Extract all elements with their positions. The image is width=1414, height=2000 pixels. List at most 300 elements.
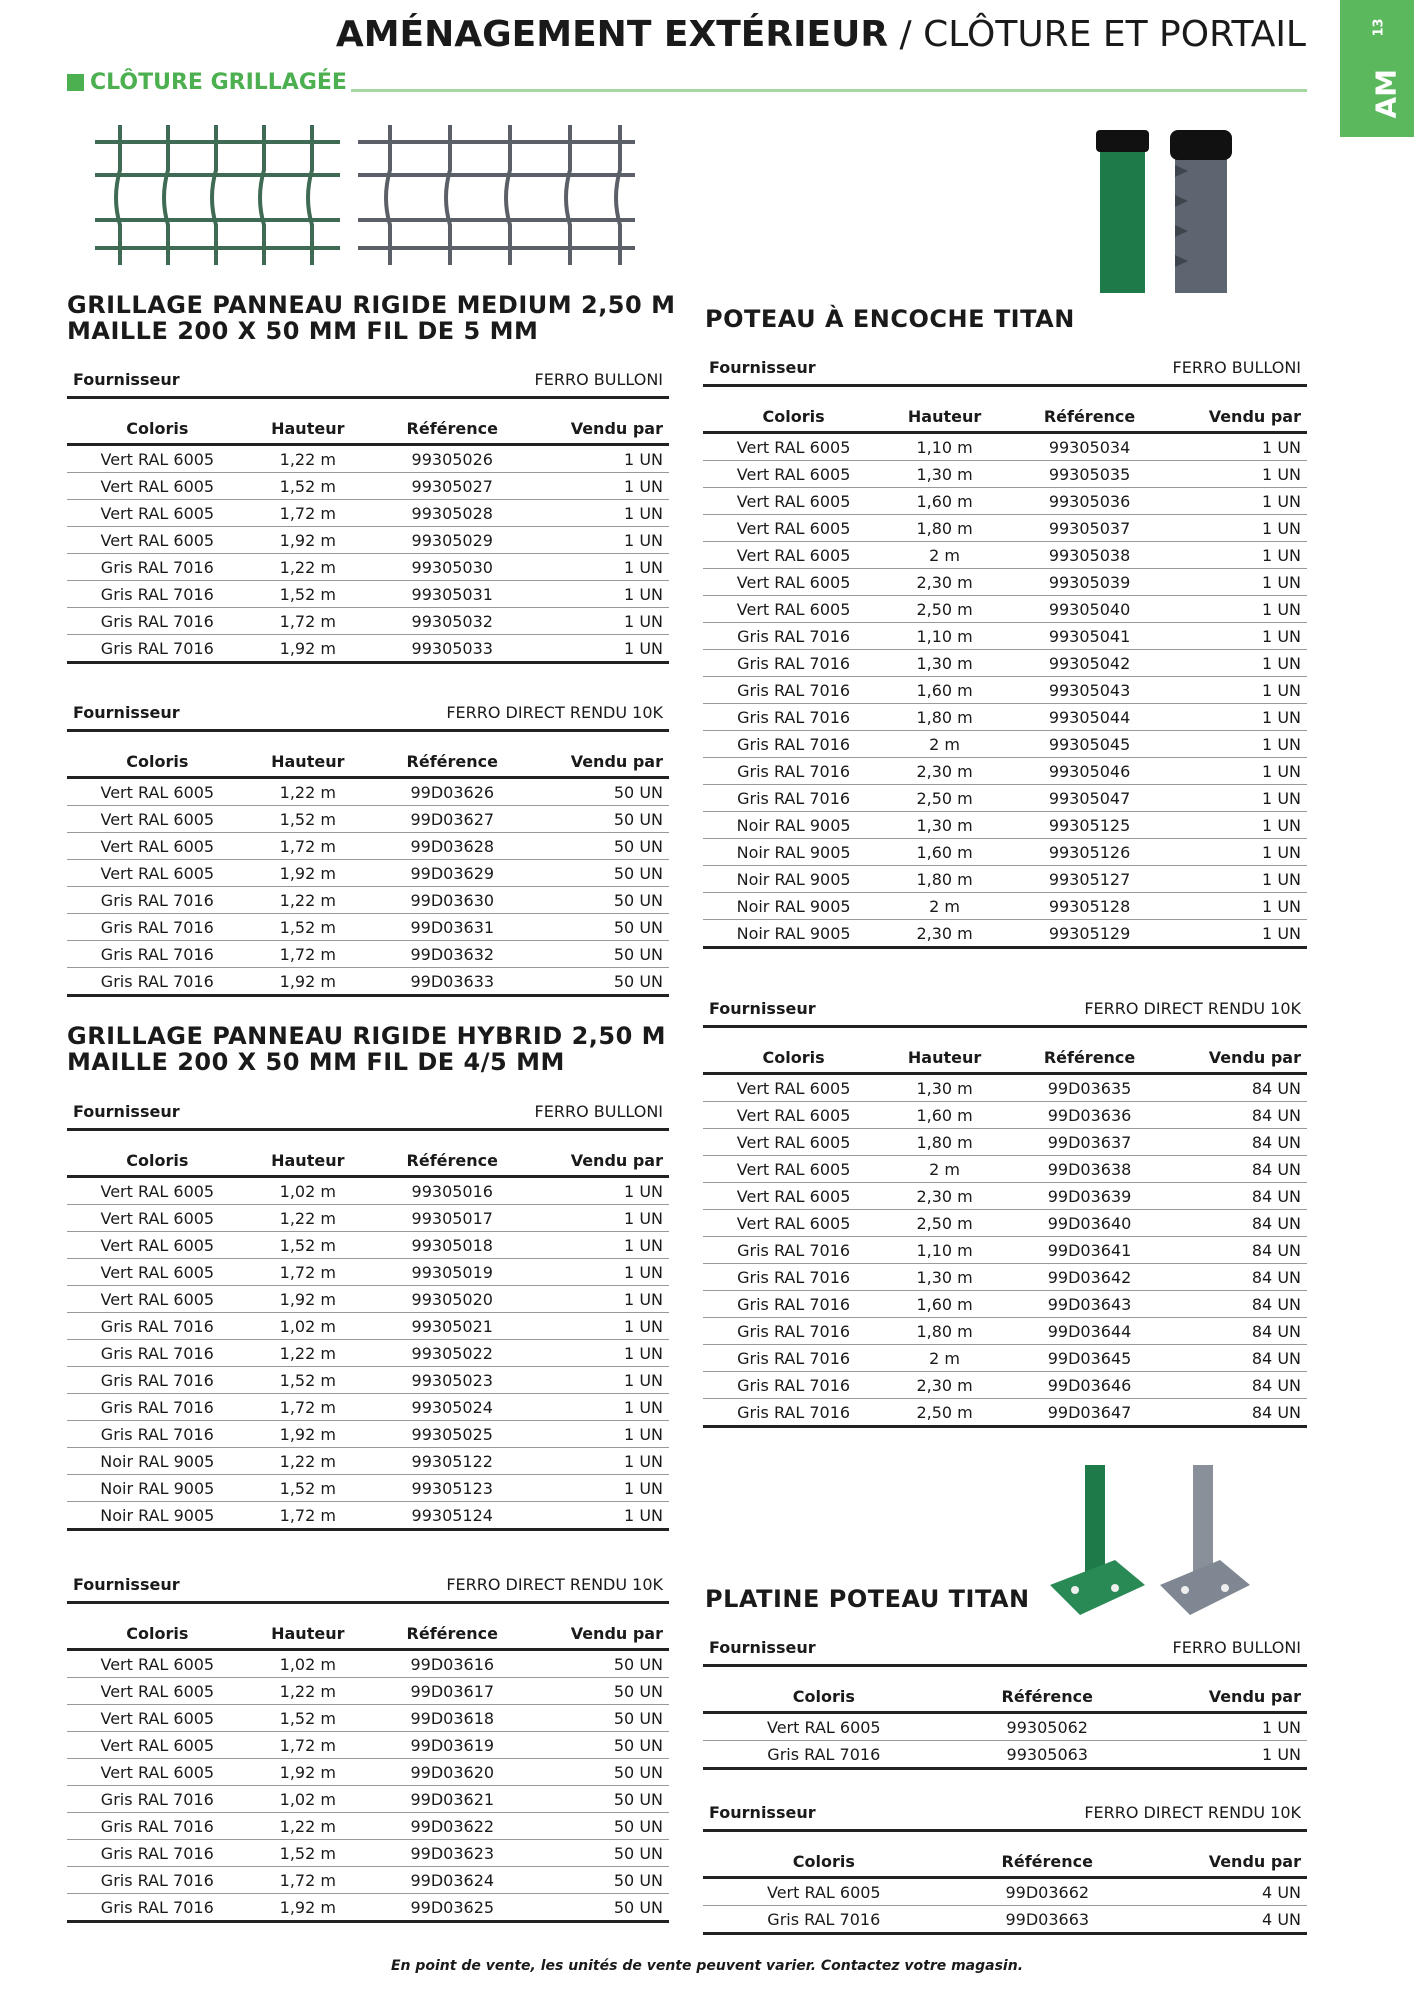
table-row: [67, 833, 669, 860]
table-cell-ref: 99305018: [368, 1232, 537, 1259]
table-cell-color: Vert RAL 6005: [67, 806, 248, 833]
table-row: [703, 596, 1307, 623]
table-row: [703, 1291, 1307, 1318]
table-row: [67, 608, 669, 635]
table-row: [703, 1878, 1307, 1906]
table-row: [703, 866, 1307, 893]
table-cell-ref: 99D03639: [1005, 1183, 1174, 1210]
table-cell-sold: 1 UN: [537, 1232, 669, 1259]
table-cell-ref: 99305063: [945, 1741, 1150, 1769]
product-table: [67, 746, 669, 997]
column-header-ref: Référence: [368, 413, 537, 445]
table-row: [703, 704, 1307, 731]
table-cell-sold: 50 UN: [537, 1867, 669, 1894]
table-cell-ref: 99D03636: [1005, 1102, 1174, 1129]
table-row: [703, 1345, 1307, 1372]
table-cell-ref: 99305062: [945, 1713, 1150, 1741]
column-header-sold: Vendu par: [1150, 1846, 1307, 1878]
table-cell-ref: 99305035: [1005, 461, 1174, 488]
table-row: [67, 1650, 669, 1678]
table-cell-color: Noir RAL 9005: [67, 1502, 248, 1530]
column-header-height: Hauteur: [248, 413, 368, 445]
table-row: [703, 812, 1307, 839]
table-cell-sold: 1 UN: [537, 1340, 669, 1367]
table-row: [67, 581, 669, 608]
table-cell-color: Vert RAL 6005: [703, 1102, 884, 1129]
table-cell-sold: 84 UN: [1174, 1129, 1307, 1156]
table-cell-color: Vert RAL 6005: [703, 1878, 945, 1906]
table-cell-height: 1,52 m: [248, 1840, 368, 1867]
supplier-label: Fournisseur: [73, 1101, 180, 1121]
supplier-label: Fournisseur: [73, 369, 180, 389]
table-cell-sold: 50 UN: [537, 1732, 669, 1759]
table-cell-color: Gris RAL 7016: [67, 1840, 248, 1867]
table-cell-color: Vert RAL 6005: [703, 1129, 884, 1156]
table-cell-ref: 99D03638: [1005, 1156, 1174, 1183]
table-cell-height: 1,72 m: [248, 608, 368, 635]
table-cell-color: Noir RAL 9005: [703, 920, 884, 948]
table-row: [703, 461, 1307, 488]
table-cell-height: 1,52 m: [248, 914, 368, 941]
table-row: [67, 554, 669, 581]
table-cell-sold: 1 UN: [537, 1313, 669, 1340]
table-cell-sold: 1 UN: [1174, 704, 1307, 731]
table-cell-color: Vert RAL 6005: [67, 1286, 248, 1313]
table-cell-sold: 50 UN: [537, 1705, 669, 1732]
table-cell-ref: 99305124: [368, 1502, 537, 1530]
table-row: [67, 1367, 669, 1394]
column-header-height: Hauteur: [248, 1618, 368, 1650]
table-cell-height: 1,60 m: [884, 677, 1005, 704]
column-header-height: Hauteur: [248, 1145, 368, 1177]
supplier-name: FERRO BULLONI: [534, 1101, 663, 1121]
column-header-color: Coloris: [67, 1145, 248, 1177]
table-cell-sold: 1 UN: [537, 500, 669, 527]
table-cell-height: 1,60 m: [884, 488, 1005, 515]
supplier-row: [703, 350, 1307, 387]
table-row: [67, 1232, 669, 1259]
table-cell-ref: 99D03646: [1005, 1372, 1174, 1399]
table-cell-height: 2,30 m: [884, 1183, 1005, 1210]
table-cell-color: Gris RAL 7016: [67, 581, 248, 608]
table-cell-color: Gris RAL 7016: [703, 1291, 884, 1318]
table-cell-height: 1,72 m: [248, 1394, 368, 1421]
table-cell-color: Noir RAL 9005: [703, 839, 884, 866]
table-row: [67, 1205, 669, 1232]
table-block-poteau-2: [703, 991, 1307, 1428]
table-cell-ref: 99305020: [368, 1286, 537, 1313]
category-tab: [1340, 0, 1414, 137]
column-header-sold: Vendu par: [537, 746, 669, 778]
table-row: [67, 1732, 669, 1759]
table-cell-height: 1,52 m: [248, 1475, 368, 1502]
table-cell-color: Gris RAL 7016: [703, 1345, 884, 1372]
table-cell-height: 1,92 m: [248, 527, 368, 554]
product-table: [67, 413, 669, 664]
table-cell-ref: 99D03643: [1005, 1291, 1174, 1318]
table-cell-ref: 99305043: [1005, 677, 1174, 704]
table-cell-sold: 1 UN: [1174, 758, 1307, 785]
table-block-platine-2: [703, 1795, 1307, 1935]
table-cell-height: 1,52 m: [248, 581, 368, 608]
column-header-ref: Référence: [1005, 401, 1174, 433]
table-cell-sold: 84 UN: [1174, 1074, 1307, 1102]
table-cell-color: Vert RAL 6005: [703, 542, 884, 569]
table-row: [703, 1741, 1307, 1769]
table-cell-color: Gris RAL 7016: [703, 1237, 884, 1264]
table-cell-color: Vert RAL 6005: [67, 1705, 248, 1732]
table-cell-sold: 50 UN: [537, 1813, 669, 1840]
table-cell-sold: 1 UN: [1174, 785, 1307, 812]
table-cell-sold: 84 UN: [1174, 1291, 1307, 1318]
table-row: [703, 893, 1307, 920]
table-cell-height: 1,22 m: [248, 1678, 368, 1705]
column-header-height: Hauteur: [248, 746, 368, 778]
table-cell-ref: 99D03633: [368, 968, 537, 996]
table-cell-sold: 1 UN: [1174, 920, 1307, 948]
table-cell-sold: 1 UN: [1150, 1741, 1307, 1769]
table-row: [703, 920, 1307, 948]
table-cell-color: Gris RAL 7016: [67, 608, 248, 635]
table-cell-sold: 1 UN: [1174, 433, 1307, 461]
footer-note: En point de vente, les unités de vente peuvent varier. Contactez votre magasin.: [390, 1958, 1024, 1974]
column-header-color: Coloris: [703, 1042, 884, 1074]
table-cell-sold: 50 UN: [537, 778, 669, 806]
table-cell-color: Gris RAL 7016: [703, 1399, 884, 1427]
table-cell-ref: 99D03618: [368, 1705, 537, 1732]
supplier-row: [67, 1094, 669, 1131]
table-cell-color: Vert RAL 6005: [67, 1232, 248, 1259]
table-cell-sold: 1 UN: [1174, 596, 1307, 623]
table-cell-height: 1,60 m: [884, 1291, 1005, 1318]
table-row: [67, 635, 669, 663]
table-cell-height: 1,80 m: [884, 866, 1005, 893]
table-row: [67, 1475, 669, 1502]
product-title-poteau: POTEAU À ENCOCHE TITAN: [705, 305, 1075, 333]
table-row: [67, 1313, 669, 1340]
table-cell-color: Vert RAL 6005: [67, 1732, 248, 1759]
table-cell-color: Vert RAL 6005: [703, 569, 884, 596]
table-row: [703, 839, 1307, 866]
table-cell-sold: 1 UN: [1174, 839, 1307, 866]
table-cell-height: 1,22 m: [248, 1205, 368, 1232]
table-cell-color: Gris RAL 7016: [703, 677, 884, 704]
table-row: [703, 1264, 1307, 1291]
table-cell-ref: 99305019: [368, 1259, 537, 1286]
table-row: [67, 527, 669, 554]
table-row: [67, 941, 669, 968]
table-row: [703, 488, 1307, 515]
table-cell-color: Vert RAL 6005: [67, 1205, 248, 1232]
table-row: [703, 1237, 1307, 1264]
column-header-color: Coloris: [67, 746, 248, 778]
table-cell-height: 2,50 m: [884, 1210, 1005, 1237]
table-cell-height: 1,02 m: [248, 1650, 368, 1678]
table-cell-height: 2 m: [884, 1345, 1005, 1372]
table-cell-sold: 1 UN: [537, 1367, 669, 1394]
table-cell-sold: 84 UN: [1174, 1102, 1307, 1129]
table-cell-height: 2 m: [884, 1156, 1005, 1183]
table-cell-height: 1,92 m: [248, 635, 368, 663]
table-row: [703, 1102, 1307, 1129]
table-cell-height: 2,50 m: [884, 785, 1005, 812]
table-cell-color: Gris RAL 7016: [67, 635, 248, 663]
table-cell-ref: 99305025: [368, 1421, 537, 1448]
supplier-label: Fournisseur: [709, 357, 816, 377]
table-block-poteau-1: [703, 350, 1307, 949]
table-cell-color: Vert RAL 6005: [67, 778, 248, 806]
section-divider: [351, 89, 1307, 92]
table-row: [703, 677, 1307, 704]
table-cell-height: 2,30 m: [884, 758, 1005, 785]
table-cell-height: 2,30 m: [884, 569, 1005, 596]
table-cell-ref: 99D03621: [368, 1786, 537, 1813]
table-cell-color: Vert RAL 6005: [703, 461, 884, 488]
column-header-color: Coloris: [67, 413, 248, 445]
table-cell-color: Gris RAL 7016: [703, 1372, 884, 1399]
table-cell-ref: 99D03620: [368, 1759, 537, 1786]
table-cell-sold: 1 UN: [1150, 1713, 1307, 1741]
table-cell-ref: 99305030: [368, 554, 537, 581]
table-cell-height: 1,72 m: [248, 1732, 368, 1759]
table-cell-ref: 99305125: [1005, 812, 1174, 839]
table-cell-ref: 99305029: [368, 527, 537, 554]
supplier-row: [67, 1567, 669, 1604]
table-cell-color: Noir RAL 9005: [67, 1475, 248, 1502]
table-row: [703, 758, 1307, 785]
section-header: [67, 68, 1307, 96]
product-title-medium: GRILLAGE PANNEAU RIGIDE MEDIUM 2,50 M MAILLE 200 X 50 MM FIL DE 5 MM: [67, 291, 676, 345]
table-cell-sold: 1 UN: [537, 527, 669, 554]
table-cell-sold: 4 UN: [1150, 1906, 1307, 1934]
table-cell-sold: 84 UN: [1174, 1237, 1307, 1264]
table-cell-sold: 1 UN: [1174, 650, 1307, 677]
supplier-row: [703, 991, 1307, 1028]
table-row: [703, 650, 1307, 677]
table-cell-ref: 99D03635: [1005, 1074, 1174, 1102]
table-row: [67, 1340, 669, 1367]
product-table: [67, 1145, 669, 1531]
table-cell-sold: 1 UN: [1174, 677, 1307, 704]
table-row: [703, 731, 1307, 758]
table-cell-sold: 50 UN: [537, 887, 669, 914]
column-header-ref: Référence: [945, 1681, 1150, 1713]
table-cell-height: 1,52 m: [248, 1367, 368, 1394]
supplier-label: Fournisseur: [709, 1802, 816, 1822]
table-cell-ref: 99305045: [1005, 731, 1174, 758]
table-cell-color: Gris RAL 7016: [67, 1340, 248, 1367]
table-cell-color: Gris RAL 7016: [703, 731, 884, 758]
table-cell-ref: 99D03637: [1005, 1129, 1174, 1156]
table-cell-color: Vert RAL 6005: [67, 1650, 248, 1678]
table-row: [67, 500, 669, 527]
table-cell-sold: 50 UN: [537, 1678, 669, 1705]
table-cell-height: 1,60 m: [884, 1102, 1005, 1129]
table-cell-sold: 1 UN: [1174, 461, 1307, 488]
table-cell-ref: 99305036: [1005, 488, 1174, 515]
table-row: [703, 1318, 1307, 1345]
column-header-sold: Vendu par: [537, 1145, 669, 1177]
page-number: 13: [1371, 18, 1387, 37]
table-cell-color: Vert RAL 6005: [67, 860, 248, 887]
table-cell-ref: 99D03663: [945, 1906, 1150, 1934]
table-cell-sold: 50 UN: [537, 941, 669, 968]
table-cell-height: 1,92 m: [248, 1759, 368, 1786]
table-cell-sold: 50 UN: [537, 860, 669, 887]
table-cell-height: 1,92 m: [248, 968, 368, 996]
table-cell-ref: 99305021: [368, 1313, 537, 1340]
table-cell-color: Gris RAL 7016: [703, 650, 884, 677]
table-cell-color: Noir RAL 9005: [703, 812, 884, 839]
section-title: CLÔTURE GRILLAGÉE: [90, 69, 347, 95]
table-row: [67, 860, 669, 887]
table-cell-ref: 99305040: [1005, 596, 1174, 623]
supplier-name: FERRO DIRECT RENDU 10K: [1084, 998, 1301, 1018]
supplier-row: [703, 1795, 1307, 1832]
table-block-hybrid-1: [67, 1094, 669, 1531]
table-cell-color: Vert RAL 6005: [703, 596, 884, 623]
table-cell-color: Gris RAL 7016: [67, 1786, 248, 1813]
table-cell-height: 1,72 m: [248, 1867, 368, 1894]
table-cell-ref: 99305028: [368, 500, 537, 527]
table-cell-sold: 84 UN: [1174, 1399, 1307, 1427]
table-row: [703, 569, 1307, 596]
supplier-name: FERRO BULLONI: [1172, 1637, 1301, 1657]
table-cell-ref: 99305022: [368, 1340, 537, 1367]
table-cell-ref: 99305123: [368, 1475, 537, 1502]
table-cell-height: 1,22 m: [248, 1340, 368, 1367]
table-cell-ref: 99305128: [1005, 893, 1174, 920]
table-row: [67, 1259, 669, 1286]
table-cell-sold: 50 UN: [537, 1650, 669, 1678]
table-cell-sold: 1 UN: [1174, 866, 1307, 893]
table-row: [703, 542, 1307, 569]
table-cell-sold: 1 UN: [1174, 623, 1307, 650]
table-cell-color: Gris RAL 7016: [67, 1813, 248, 1840]
table-cell-sold: 50 UN: [537, 1894, 669, 1922]
table-cell-ref: 99D03644: [1005, 1318, 1174, 1345]
table-cell-sold: 1 UN: [537, 1259, 669, 1286]
table-cell-ref: 99305017: [368, 1205, 537, 1232]
supplier-row: [67, 695, 669, 732]
supplier-label: Fournisseur: [73, 1574, 180, 1594]
table-cell-sold: 1 UN: [1174, 731, 1307, 758]
table-cell-color: Vert RAL 6005: [67, 833, 248, 860]
table-cell-color: Gris RAL 7016: [703, 1741, 945, 1769]
table-cell-ref: 99D03641: [1005, 1237, 1174, 1264]
table-cell-color: Vert RAL 6005: [67, 1759, 248, 1786]
table-row: [703, 1074, 1307, 1102]
table-row: [67, 968, 669, 996]
table-block-hybrid-2: [67, 1567, 669, 1923]
table-cell-color: Vert RAL 6005: [703, 1074, 884, 1102]
table-cell-sold: 84 UN: [1174, 1264, 1307, 1291]
supplier-row: [703, 1630, 1307, 1667]
table-cell-sold: 1 UN: [1174, 515, 1307, 542]
table-cell-ref: 99D03632: [368, 941, 537, 968]
table-cell-height: 2 m: [884, 731, 1005, 758]
table-cell-height: 1,10 m: [884, 623, 1005, 650]
table-row: [703, 1210, 1307, 1237]
column-header-sold: Vendu par: [1174, 401, 1307, 433]
table-cell-sold: 4 UN: [1150, 1878, 1307, 1906]
table-row: [67, 1421, 669, 1448]
table-cell-ref: 99D03629: [368, 860, 537, 887]
table-cell-color: Vert RAL 6005: [703, 488, 884, 515]
table-cell-color: Vert RAL 6005: [703, 1156, 884, 1183]
table-cell-sold: 1 UN: [1174, 893, 1307, 920]
table-cell-sold: 50 UN: [537, 1840, 669, 1867]
table-cell-color: Gris RAL 7016: [703, 758, 884, 785]
table-cell-sold: 84 UN: [1174, 1345, 1307, 1372]
table-cell-color: Gris RAL 7016: [703, 1906, 945, 1934]
table-cell-color: Noir RAL 9005: [703, 893, 884, 920]
table-cell-ref: 99305122: [368, 1448, 537, 1475]
table-cell-height: 1,72 m: [248, 1259, 368, 1286]
table-cell-sold: 1 UN: [1174, 812, 1307, 839]
table-cell-color: Gris RAL 7016: [703, 623, 884, 650]
table-cell-sold: 1 UN: [537, 1421, 669, 1448]
table-cell-ref: 99305037: [1005, 515, 1174, 542]
table-row: [703, 1906, 1307, 1934]
column-header-sold: Vendu par: [1174, 1042, 1307, 1074]
table-row: [703, 515, 1307, 542]
table-cell-height: 1,22 m: [248, 887, 368, 914]
table-row: [703, 623, 1307, 650]
table-cell-sold: 1 UN: [537, 1205, 669, 1232]
product-table: [703, 1846, 1307, 1935]
table-cell-color: Vert RAL 6005: [67, 473, 248, 500]
supplier-label: Fournisseur: [709, 1637, 816, 1657]
table-row: [67, 887, 669, 914]
table-cell-sold: 1 UN: [537, 445, 669, 473]
table-cell-sold: 50 UN: [537, 968, 669, 996]
table-row: [67, 806, 669, 833]
table-cell-color: Gris RAL 7016: [67, 1394, 248, 1421]
table-cell-ref: 99305027: [368, 473, 537, 500]
table-row: [703, 1156, 1307, 1183]
table-cell-color: Vert RAL 6005: [703, 433, 884, 461]
table-cell-height: 1,52 m: [248, 806, 368, 833]
table-block-medium-2: [67, 695, 669, 997]
table-cell-sold: 1 UN: [537, 608, 669, 635]
table-cell-color: Gris RAL 7016: [67, 914, 248, 941]
table-cell-ref: 99305023: [368, 1367, 537, 1394]
table-cell-ref: 99D03645: [1005, 1345, 1174, 1372]
table-row: [67, 1894, 669, 1922]
table-row: [67, 473, 669, 500]
table-cell-ref: 99305032: [368, 608, 537, 635]
table-cell-ref: 99305126: [1005, 839, 1174, 866]
section-square-icon: [67, 74, 84, 91]
table-cell-height: 1,30 m: [884, 650, 1005, 677]
table-cell-ref: 99305033: [368, 635, 537, 663]
supplier-name: FERRO BULLONI: [534, 369, 663, 389]
table-cell-sold: 50 UN: [537, 1786, 669, 1813]
table-cell-height: 1,92 m: [248, 1286, 368, 1313]
table-cell-sold: 84 UN: [1174, 1183, 1307, 1210]
table-cell-ref: 99305026: [368, 445, 537, 473]
table-row: [67, 1759, 669, 1786]
table-row: [67, 1867, 669, 1894]
table-cell-ref: 99305047: [1005, 785, 1174, 812]
table-cell-sold: 1 UN: [1174, 569, 1307, 596]
table-cell-height: 1,30 m: [884, 461, 1005, 488]
table-row: [703, 433, 1307, 461]
table-cell-ref: 99305031: [368, 581, 537, 608]
table-cell-ref: 99D03642: [1005, 1264, 1174, 1291]
table-cell-color: Vert RAL 6005: [703, 1713, 945, 1741]
